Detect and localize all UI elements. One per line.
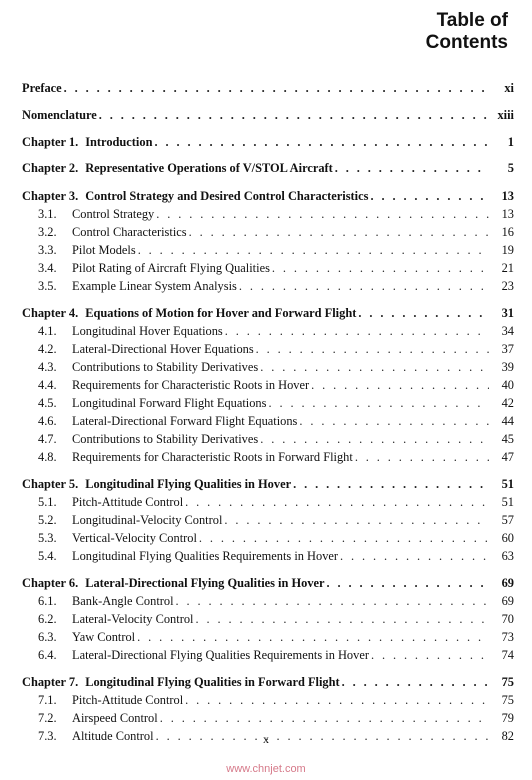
toc-section-entry [22, 412, 514, 430]
toc-section-entry [22, 259, 514, 277]
toc-entry-number: 3.2. [38, 225, 57, 239]
dot-leader [293, 475, 489, 493]
toc-entry-title: Longitudinal Flying Qualities in Hover [85, 477, 292, 491]
dot-leader [64, 79, 489, 97]
page-title [426, 10, 508, 54]
toc-section-entry [22, 223, 514, 241]
toc-entry-page: 47 [501, 450, 514, 464]
toc-entry-page: 51 [501, 495, 514, 509]
toc-entry-title: Longitudinal Flying Qualities in Forward Flight [85, 675, 340, 689]
toc-entry-title: Requirements for Characteristic Roots in Hover [72, 378, 310, 392]
dot-leader [370, 187, 489, 205]
toc-entry-page: 60 [501, 531, 514, 545]
toc-entry-number: 5.3. [38, 531, 57, 545]
toc-entry-title: Control Strategy [72, 207, 155, 221]
dot-leader [137, 628, 489, 646]
toc-entry-page: 63 [501, 549, 514, 563]
toc-entry-number: 4.6. [38, 414, 57, 428]
toc-chapter-entry [22, 673, 514, 691]
toc-entry-title: Pilot Rating of Aircraft Flying Qualities [72, 261, 270, 275]
toc-section-entry [22, 691, 514, 709]
dot-leader [355, 448, 489, 466]
toc-section-entry [22, 610, 514, 628]
toc-entry-number: 6.1. [38, 594, 57, 608]
dot-leader [185, 691, 489, 709]
toc-section-entry [22, 511, 514, 529]
toc-entry-title: Longitudinal Hover Equations [72, 324, 223, 338]
toc-section-entry [22, 322, 514, 340]
toc-entry-number: Chapter 7. [22, 675, 79, 689]
dot-leader [176, 592, 489, 610]
toc-entry-page: 82 [501, 729, 514, 743]
toc-entry-title: Altitude Control [72, 729, 154, 743]
dot-leader [239, 277, 489, 295]
toc-entry-title: Representative Operations of V/STOL Aircraft [85, 161, 333, 175]
toc-entry-title: Control Strategy and Desired Control Characteristics [85, 189, 369, 203]
toc-entry-page: 44 [501, 414, 514, 428]
toc-entry-title: Lateral-Directional Forward Flight Equations [72, 414, 298, 428]
toc-entry-page: 16 [501, 225, 514, 239]
toc-entry-number: 4.5. [38, 396, 57, 410]
toc-entry-title: Contributions to Stability Derivatives [72, 432, 259, 446]
dot-leader [195, 610, 489, 628]
dot-leader [260, 430, 489, 448]
toc-entry-title: Airspeed Control [72, 711, 158, 725]
toc-entry-number: Chapter 2. [22, 161, 79, 175]
toc-entry-page: 42 [501, 396, 514, 410]
toc-entry-title: Longitudinal Forward Flight Equations [72, 396, 267, 410]
toc-entry-title: Lateral-Directional Flying Qualities in Hover [85, 576, 325, 590]
toc-entry-page: 73 [501, 630, 514, 644]
toc-entry-title: Yaw Control [72, 630, 136, 644]
toc-section-entry [22, 646, 514, 664]
toc-entry-page: 19 [501, 243, 514, 257]
toc-entry-title: Lateral-Directional Hover Equations [72, 342, 254, 356]
dot-leader [327, 574, 489, 592]
toc-entry-page: 5 [507, 161, 514, 175]
toc-section-entry [22, 448, 514, 466]
dot-leader [199, 529, 489, 547]
toc-entry-title: Preface [22, 81, 62, 95]
toc-entry-number: 3.5. [38, 279, 57, 293]
dot-leader [99, 106, 489, 124]
toc-entry-title: Nomenclature [22, 108, 97, 122]
toc-entry-page: 40 [501, 378, 514, 392]
toc-entry-number: 6.4. [38, 648, 57, 662]
toc-entry-number: 4.8. [38, 450, 57, 464]
toc-entry-title: Requirements for Characteristic Roots in Forward Flight [72, 450, 353, 464]
toc-chapter-entry [22, 304, 514, 322]
toc-entry-page: xiii [497, 108, 514, 122]
toc-entry-number: Chapter 5. [22, 477, 79, 491]
toc-entry-page: 51 [501, 477, 514, 491]
toc-entry-page: 31 [501, 306, 514, 320]
toc-entry-page: 13 [501, 207, 514, 221]
toc-entry-number: 5.4. [38, 549, 57, 563]
toc-entry-page: 69 [501, 594, 514, 608]
toc-chapter-entry [22, 159, 514, 177]
toc-section-entry [22, 430, 514, 448]
dot-leader [138, 241, 489, 259]
toc-entry-number: 4.1. [38, 324, 57, 338]
toc-section-entry [22, 493, 514, 511]
toc-entry-page: 1 [507, 135, 514, 149]
toc-entry-number: 3.4. [38, 261, 57, 275]
toc-entry-number: 6.2. [38, 612, 57, 626]
dot-leader [340, 547, 489, 565]
toc-entry-page: 13 [501, 189, 514, 203]
toc-chapter-entry [22, 133, 514, 151]
toc-section-entry [22, 709, 514, 727]
toc-entry-page: xi [504, 81, 514, 95]
toc-section-entry [22, 277, 514, 295]
toc-entry-number: 4.3. [38, 360, 57, 374]
dot-leader [156, 205, 489, 223]
toc-section-entry [22, 547, 514, 565]
toc-section-entry [22, 376, 514, 394]
toc-entry-page: 34 [501, 324, 514, 338]
dot-leader [256, 340, 489, 358]
toc-entry-page: 23 [501, 279, 514, 293]
dot-leader [185, 493, 489, 511]
toc-entry-title: Longitudinal Flying Qualities Requirements in Hover [72, 549, 339, 563]
toc-entry-number: 7.1. [38, 693, 57, 707]
toc-entry-number: Chapter 3. [22, 189, 79, 203]
toc-entry-page: 45 [501, 432, 514, 446]
toc-chapter-entry [22, 79, 514, 97]
toc-entry-title: Equations of Motion for Hover and Forward Flight [85, 306, 357, 320]
toc-entry-number: 6.3. [38, 630, 57, 644]
toc-entry-title: Example Linear System Analysis [72, 279, 237, 293]
toc-entry-number: Chapter 6. [22, 576, 79, 590]
page-number: x [263, 732, 269, 746]
toc-entry-title: Contributions to Stability Derivatives [72, 360, 259, 374]
toc-entry-page: 70 [501, 612, 514, 626]
toc-entry-page: 21 [501, 261, 514, 275]
toc-chapter-entry [22, 106, 514, 124]
toc-entry-page: 39 [501, 360, 514, 374]
toc-entry-number: 7.3. [38, 729, 57, 743]
dot-leader [224, 511, 489, 529]
toc-entry-page: 79 [501, 711, 514, 725]
toc-section-entry [22, 529, 514, 547]
toc-entry-page: 37 [501, 342, 514, 356]
toc-entry-number: 3.1. [38, 207, 57, 221]
dot-leader [335, 159, 489, 177]
toc-section-entry [22, 628, 514, 646]
toc-entry-number: 5.1. [38, 495, 57, 509]
toc-entry-title: Lateral-Velocity Control [72, 612, 194, 626]
dot-leader [371, 646, 489, 664]
toc-entry-title: Longitudinal-Velocity Control [72, 513, 223, 527]
toc-section-entry [22, 340, 514, 358]
toc-entry-number: 4.4. [38, 378, 57, 392]
toc-entry-title: Introduction [85, 135, 153, 149]
toc-section-entry [22, 394, 514, 412]
toc-entry-number: 5.2. [38, 513, 57, 527]
toc-entry-title: Pitch-Attitude Control [72, 495, 184, 509]
toc-entry-page: 75 [501, 675, 514, 689]
dot-leader [260, 358, 489, 376]
toc-entry-title: Control Characteristics [72, 225, 187, 239]
toc-entry-title: Vertical-Velocity Control [72, 531, 197, 545]
toc-entry-page: 75 [501, 693, 514, 707]
toc-section-entry [22, 241, 514, 259]
dot-leader [225, 322, 489, 340]
dot-leader [268, 394, 489, 412]
toc-entry-title: Bank-Angle Control [72, 594, 174, 608]
dot-leader [342, 673, 489, 691]
toc-section-entry [22, 358, 514, 376]
toc-chapter-entry [22, 574, 514, 592]
dot-leader [154, 133, 489, 151]
title-line-1: Table of [436, 10, 508, 31]
toc-entry-title: Pitch-Attitude Control [72, 693, 184, 707]
dot-leader [272, 259, 489, 277]
toc-entry-title: Lateral-Directional Flying Qualities Requirements in Hover [72, 648, 369, 662]
toc-entry-page: 74 [501, 648, 514, 662]
title-line-2: Contents [425, 32, 508, 53]
dot-leader [160, 709, 489, 727]
dot-leader [299, 412, 489, 430]
toc-chapter-entry [22, 475, 514, 493]
toc-section-entry [22, 592, 514, 610]
toc-entry-number: Chapter 4. [22, 306, 79, 320]
toc-section-entry [22, 205, 514, 223]
dot-leader [189, 223, 489, 241]
toc-entry-number: 4.7. [38, 432, 57, 446]
dot-leader [311, 376, 489, 394]
toc-entry-number: 7.2. [38, 711, 57, 725]
dot-leader [358, 304, 489, 322]
toc-entry-title: Pilot Models [72, 243, 136, 257]
watermark: www.chnjet.com [226, 763, 306, 775]
toc-entry-number: Chapter 1. [22, 135, 79, 149]
toc-entry-page: 57 [501, 513, 514, 527]
toc-chapter-entry [22, 187, 514, 205]
toc-entry-page: 69 [501, 576, 514, 590]
toc-entry-number: 4.2. [38, 342, 57, 356]
toc-entry-number: 3.3. [38, 243, 57, 257]
